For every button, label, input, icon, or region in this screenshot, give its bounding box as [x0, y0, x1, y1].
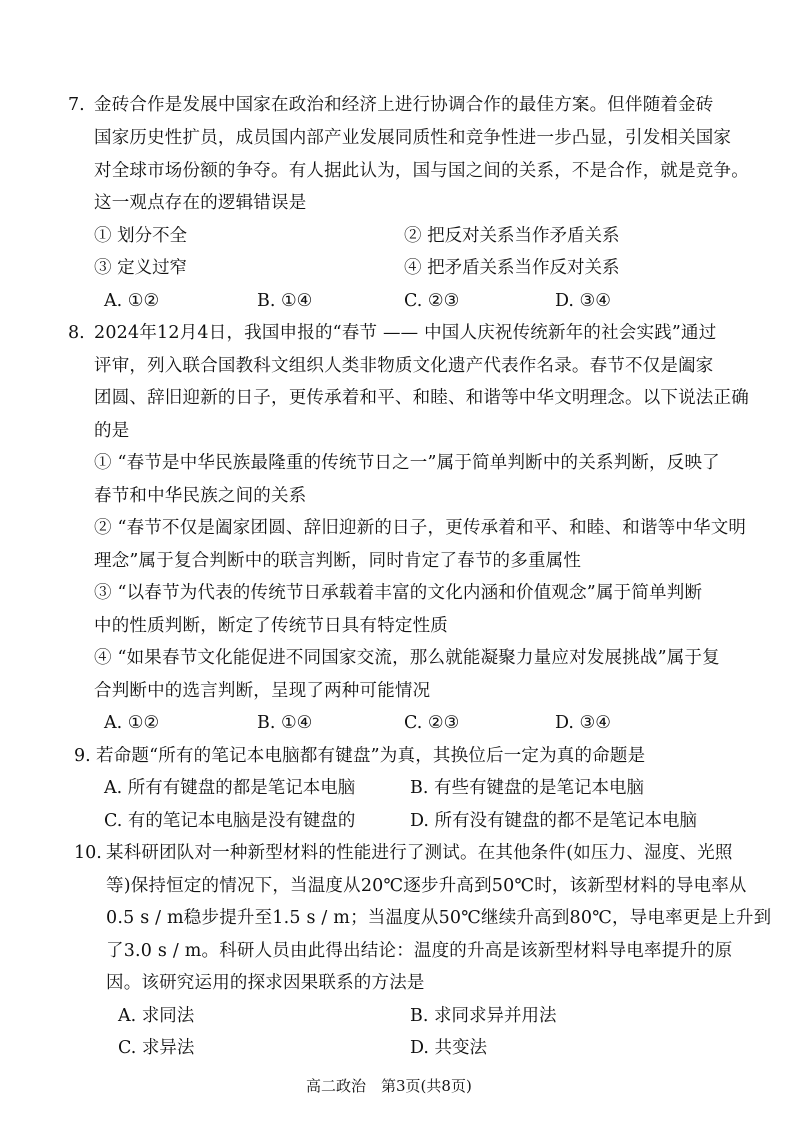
- q8-stem-line: 的是: [94, 421, 130, 441]
- q9-option-a: A. 所有有键盘的都是笔记本电脑: [104, 778, 356, 798]
- q10-stem-line: 等)保持恒定的情况下，当温度从20℃逐步升高到50℃时，该新型材料的导电率从: [106, 876, 747, 896]
- q7-stem-line: 这一观点存在的逻辑错误是: [94, 193, 307, 213]
- q9-option-d: D. 所有没有键盘的都不是笔记本电脑: [410, 811, 698, 831]
- q7-option-a: A. ①②: [104, 291, 160, 311]
- q10-stem-line: 0.5 s / m稳步提升至1.5 s / m；当温度从50℃继续升高到80℃，导电率更是上升到: [106, 908, 772, 928]
- q7-statement: ③ 定义过窄: [94, 258, 188, 278]
- q7-statement: ② 把反对关系当作矛盾关系: [404, 226, 620, 246]
- q8-statement-line: ② “春节不仅是阖家团圆、辞旧迎新的日子，更传承着和平、和睦、和谐等中华文明: [94, 518, 747, 538]
- q8-statement-line: 理念”属于复合判断中的联言判断，同时肯定了春节的多重属性: [94, 551, 582, 571]
- q8-statement-line: ① “春节是中华民族最隆重的传统节日之一”属于简单判断中的关系判断，反映了: [94, 453, 720, 473]
- q8-statement-line: 春节和中华民族之间的关系: [94, 486, 307, 506]
- q9-stem-line: 若命题“所有的笔记本电脑都有键盘”为真，其换位后一定为真的命题是: [96, 746, 646, 766]
- q10-option-d: D. 共变法: [410, 1038, 488, 1058]
- q8-statement-line: ④ “如果春节文化能促进不同国家交流，那么就能凝聚力量应对发展挑战”属于复: [94, 648, 720, 668]
- q8-option-b: B. ①④: [257, 713, 313, 733]
- q10-option-b: B. 求同求异并用法: [410, 1006, 557, 1026]
- q10-stem-line: 了3.0 s / m。科研人员由此得出结论：温度的升高是该新型材料导电率提升的原: [106, 941, 733, 961]
- q7-number: 7.: [68, 95, 85, 115]
- q7-stem-line: 对全球市场份额的争夺。有人据此认为，国与国之间的关系，不是合作，就是竞争。: [94, 161, 749, 181]
- page-footer: 高二政治 第3页(共8页): [306, 1077, 472, 1095]
- q9-number: 9.: [74, 746, 91, 766]
- q8-statement-line: 合判断中的选言判断，呈现了两种可能情况: [94, 681, 431, 701]
- q8-statement-line: ③ “以春节为代表的传统节日承载着丰富的文化内涵和价值观念”属于简单判断: [94, 583, 703, 603]
- q7-statement: ④ 把矛盾关系当作反对关系: [404, 258, 620, 278]
- q8-stem-line: 2024年12月4日，我国申报的“春节 —— 中国人庆祝传统新年的社会实践”通过: [94, 323, 717, 343]
- q9-option-c: C. 有的笔记本电脑是没有键盘的: [104, 811, 356, 831]
- q10-option-c: C. 求异法: [118, 1038, 195, 1058]
- q10-option-a: A. 求同法: [118, 1006, 195, 1026]
- q7-stem-line: 国家历史性扩员，成员国内部产业发展同质性和竞争性进一步凸显，引发相关国家: [94, 128, 732, 148]
- q10-stem-line: 因。该研究运用的探求因果联系的方法是: [106, 973, 425, 993]
- q8-statement-line: 中的性质判断，断定了传统节日具有特定性质: [94, 616, 448, 636]
- q8-option-d: D. ③④: [555, 713, 611, 733]
- q7-option-b: B. ①④: [257, 291, 313, 311]
- q10-number: 10.: [74, 843, 102, 863]
- q8-stem-line: 评审，列入联合国教科文组织人类非物质文化遗产代表作名录。春节不仅是阖家: [94, 356, 714, 376]
- q8-option-c: C. ②③: [404, 713, 460, 733]
- q7-stem-line: 金砖合作是发展中国家在政治和经济上进行协调合作的最佳方案。但伴随着金砖: [94, 95, 714, 115]
- q7-option-d: D. ③④: [555, 291, 611, 311]
- q10-stem-line: 某科研团队对一种新型材料的性能进行了测试。在其他条件(如压力、湿度、光照: [106, 843, 733, 863]
- q8-option-a: A. ①②: [104, 713, 160, 733]
- q9-option-b: B. 有些有键盘的是笔记本电脑: [410, 778, 644, 798]
- q7-statement: ① 划分不全: [94, 226, 188, 246]
- q8-number: 8.: [68, 323, 85, 343]
- q7-option-c: C. ②③: [404, 291, 460, 311]
- q8-stem-line: 团圆、辞旧迎新的日子，更传承着和平、和睦、和谐等中华文明理念。以下说法正确: [94, 388, 749, 408]
